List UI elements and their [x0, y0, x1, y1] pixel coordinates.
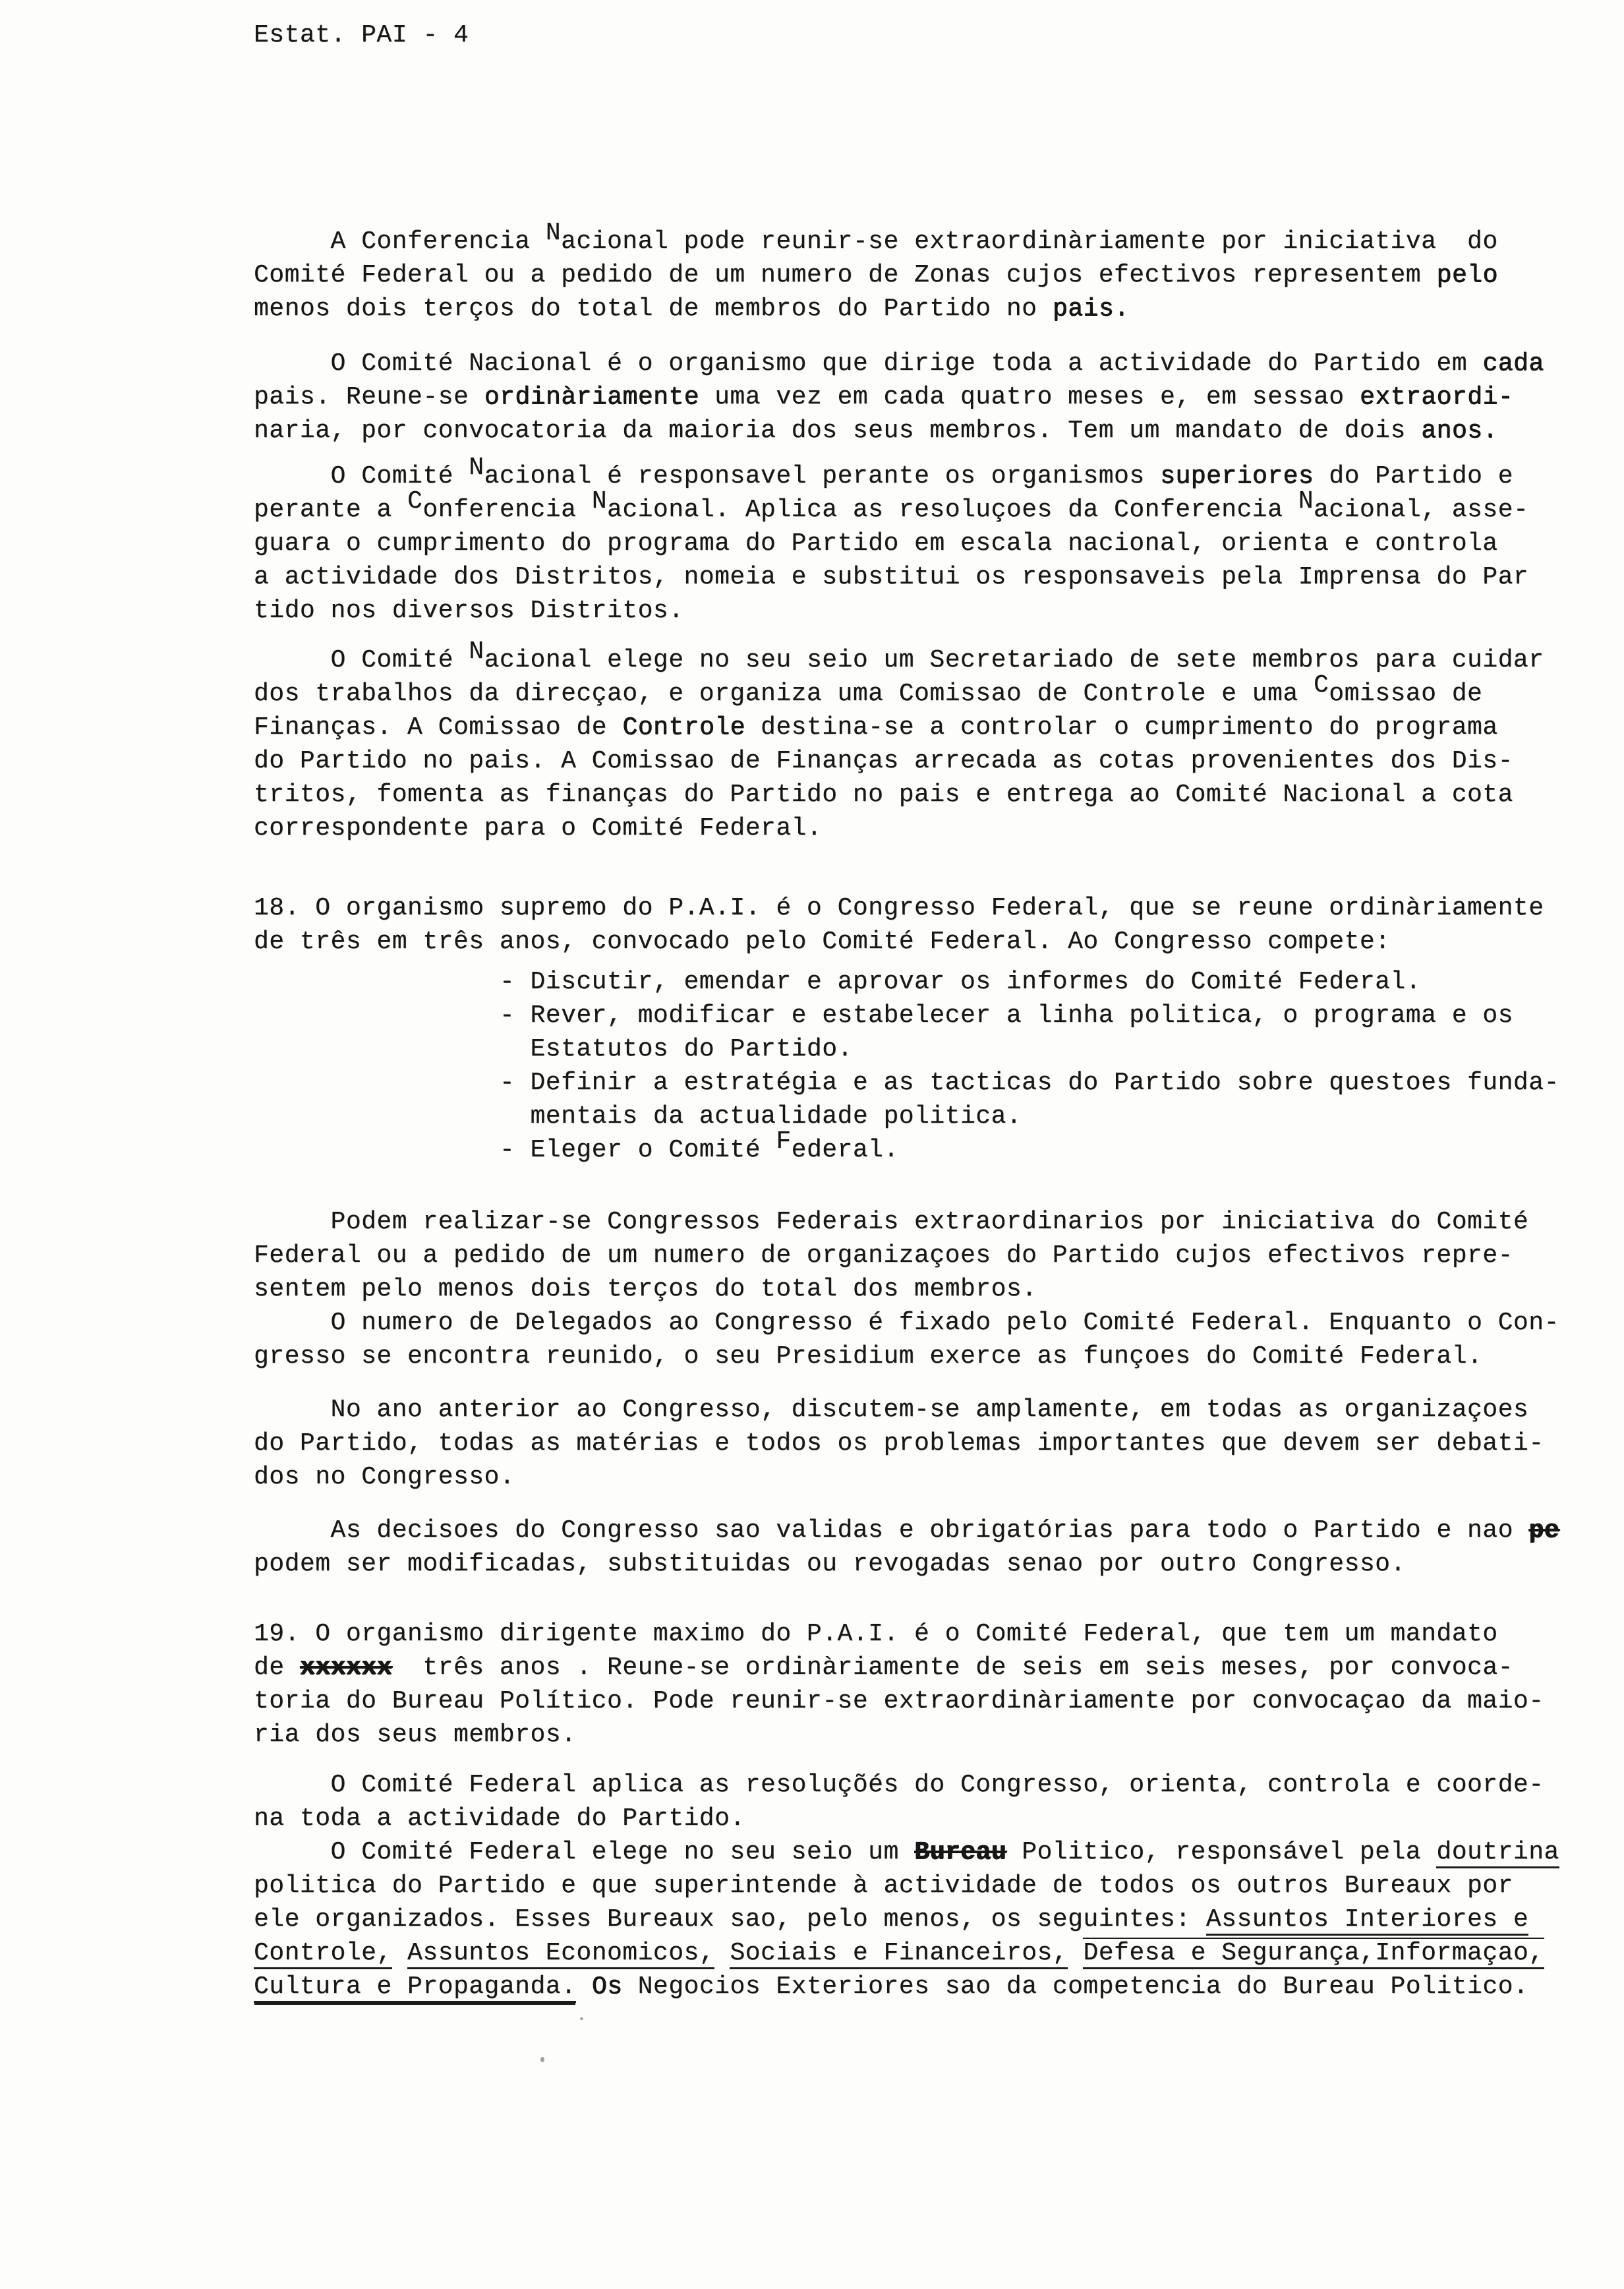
- para-ano-anterior: [254, 1393, 1604, 1494]
- text-segment: anos.: [1421, 417, 1498, 445]
- text-line: O Comité Federal elege no seu seio um Bureau Politico, responsável pela doutrina: [254, 1835, 1604, 1869]
- text-line: do Partido, todas as matérias e todos os problemas importantes que devem ser debati-: [254, 1429, 1544, 1458]
- text-line: na toda a actividade do Partido.: [254, 1804, 745, 1833]
- scan-artifact: [580, 2017, 583, 2020]
- text-line: - Eleger o Comité Federal.: [254, 1127, 899, 1164]
- text-segment: Controle,: [254, 1939, 392, 1969]
- text-line: Comité Federal ou a pedido de um numero de Zonas cujos efectivos representem pelo: [254, 261, 1498, 289]
- text-line: O Comité Nacional é o organismo que dirige toda a actividade do Partido em cada: [254, 349, 1544, 378]
- text-segment: Assuntos Economicos,: [407, 1939, 714, 1969]
- text-line: guara o cumprimento do programa do Partido em escala nacional, orienta e controla: [254, 529, 1498, 558]
- text-line: correspondente para o Comité Federal.: [254, 814, 823, 843]
- text-segment: Sociais e Financeiros,: [730, 1939, 1068, 1969]
- text-segment: C: [1313, 671, 1329, 700]
- text-line: naria, por convocatoria da maioria dos seus membros. Tem um mandato de dois anos.: [254, 417, 1498, 445]
- document-body: [254, 219, 1604, 2004]
- text-line: sentem pelo menos dois terços do total dos membros.: [254, 1275, 1037, 1303]
- para-comite-nacional-dirige: [254, 347, 1604, 448]
- text-line: tido nos diversos Distritos.: [254, 597, 684, 625]
- text-line: O numero de Delegados ao Congresso é fixado pelo Comité Federal. Enquanto o Con-: [254, 1309, 1559, 1337]
- para-decisoes: [254, 1514, 1604, 1581]
- text-line: de três em três anos, convocado pelo Comité Federal. Ao Congresso compete:: [254, 928, 1391, 956]
- para-comite-nacional-responsavel: [254, 454, 1604, 628]
- text-segment: N: [1298, 487, 1314, 516]
- text-segment: cada: [1482, 349, 1544, 378]
- text-line: perante a Conferencia Nacional. Aplica as resoluçoes da Conferencia Nacional, asse-: [254, 487, 1529, 524]
- text-segment: extraordi-: [1359, 383, 1513, 411]
- text-line: Estatutos do Partido.: [254, 1035, 853, 1063]
- text-line: de xxxxxx três anos . Reune-se ordinàriamente de seis em seis meses, por convoca-: [254, 1653, 1513, 1682]
- text-line: a actividade dos Distritos, nomeia e substitui os responsaveis pela Imprensa do Par: [254, 563, 1529, 591]
- text-segment: Cultura e Propaganda.: [254, 1973, 576, 2003]
- para-secretariado: [254, 638, 1604, 845]
- text-segment: N: [469, 454, 484, 483]
- text-line: Finanças. A Comissao de Controle destina-se a controlar o cumprimento do programa: [254, 713, 1498, 742]
- para-congressos-extraordinarios: [254, 1205, 1604, 1373]
- text-line: [254, 1936, 1604, 1970]
- list-congresso-competencias: [254, 965, 1604, 1167]
- text-line: toria do Bureau Político. Pode reunir-se extraordinàriamente por convocaçao da maio-: [254, 1687, 1544, 1715]
- text-line: O Comité Nacional elege no seu seio um Secretariado de sete membros para cuidar: [254, 638, 1544, 674]
- text-segment: Os: [591, 1973, 623, 2001]
- text-line: - Discutir, emendar e aprovar os informes do Comité Federal.: [254, 968, 1422, 996]
- document-content: [254, 18, 1604, 2004]
- text-line: ele organizados. Esses Bureaux sao, pelo menos, os seguintes: Assuntos Interiores e: [254, 1903, 1604, 1936]
- text-line: tritos, fomenta as finanças do Partido no pais e entrega ao Comité Nacional a cota: [254, 781, 1513, 809]
- para-comite-federal: [254, 1768, 1604, 2004]
- text-line: As decisoes do Congresso sao validas e obrigatórias para todo o Partido e nao pe: [254, 1516, 1559, 1545]
- text-line: gresso se encontra reunido, o seu Presidium exerce as funçoes do Comité Federal.: [254, 1342, 1483, 1371]
- text-line: dos no Congresso.: [254, 1463, 515, 1491]
- text-segment: Controle: [622, 713, 745, 742]
- text-line: politica do Partido e que superintende à actividade de todos os outros Bureaux por: [254, 1872, 1513, 1900]
- text-segment: doutrina: [1436, 1838, 1559, 1868]
- text-line: A Conferencia Nacional pode reunir-se extraordinàriamente por iniciativa do: [254, 219, 1498, 256]
- text-segment: Assuntos Interiores e: [1206, 1905, 1528, 1936]
- para-conferencia-nacional: [254, 219, 1604, 326]
- text-segment: ordinàriamente: [484, 383, 699, 411]
- text-line: menos dois terços do total de membros do Partido no pais.: [254, 295, 1130, 323]
- page-header: Estat. PAI - 4: [254, 21, 469, 49]
- text-segment: N: [545, 219, 562, 248]
- text-segment: Defesa e Segurança,: [1083, 1938, 1375, 1969]
- text-segment: Informaçao,: [1375, 1938, 1544, 1969]
- text-line: mentais da actualidade politica.: [254, 1102, 1022, 1131]
- text-segment: xxxxxx: [299, 1653, 392, 1682]
- text-segment: pe: [1528, 1516, 1559, 1545]
- text-line: O Comité Nacional é responsavel perante os organismos superiores do Partido e: [254, 454, 1513, 490]
- text-line: O Comité Federal aplica as resoluçõés do Congresso, orienta, controla e coorde-: [254, 1771, 1544, 1799]
- text-line: Podem realizar-se Congressos Federais extraordinarios por iniciativa do Comité: [254, 1208, 1529, 1236]
- text-segment: N: [591, 487, 608, 516]
- text-segment: superiores: [1159, 462, 1314, 490]
- text-segment: F: [776, 1127, 792, 1156]
- text-line: podem ser modificadas, substituidas ou revogadas senao por outro Congresso.: [254, 1550, 1406, 1578]
- item-19: [254, 1617, 1604, 1752]
- text-segment: C: [407, 487, 423, 516]
- text-line: 19. O organismo dirigente maximo do P.A.I. é o Comité Federal, que tem um mandato: [254, 1620, 1498, 1648]
- text-segment: pais.: [1052, 295, 1130, 323]
- scan-artifact: [540, 2057, 544, 2062]
- text-line: pais. Reune-se ordinàriamente uma vez em cada quatro meses e, em sessao extraordi-: [254, 383, 1513, 411]
- text-line: 18. O organismo supremo do P.A.I. é o Congresso Federal, que se reune ordinàriamente: [254, 894, 1544, 922]
- text-line: Federal ou a pedido de um numero de organizaçoes do Partido cujos efectivos repre-: [254, 1241, 1513, 1270]
- item-18: [254, 891, 1604, 959]
- text-line: - Definir a estratégia e as tacticas do Partido sobre questoes funda-: [254, 1069, 1559, 1097]
- text-segment: pelo: [1436, 261, 1498, 289]
- text-line: Cultura e Propaganda. Os Negocios Exteriores sao da competencia do Bureau Politico.: [254, 1970, 1604, 2004]
- text-line: - Rever, modificar e estabelecer a linha politica, o programa e os: [254, 1001, 1513, 1030]
- text-segment: Bureau: [914, 1838, 1006, 1866]
- text-line: dos trabalhos da direcçao, e organiza uma Comissao de Controle e uma Comissao de: [254, 671, 1483, 708]
- text-segment: N: [469, 638, 484, 667]
- text-line: do Partido no pais. A Comissao de Finanças arrecada as cotas provenientes dos Dis-: [254, 747, 1513, 775]
- text-line: No ano anterior ao Congresso, discutem-se amplamente, em todas as organizaçoes: [254, 1396, 1529, 1424]
- text-line: ria dos seus membros.: [254, 1721, 577, 1749]
